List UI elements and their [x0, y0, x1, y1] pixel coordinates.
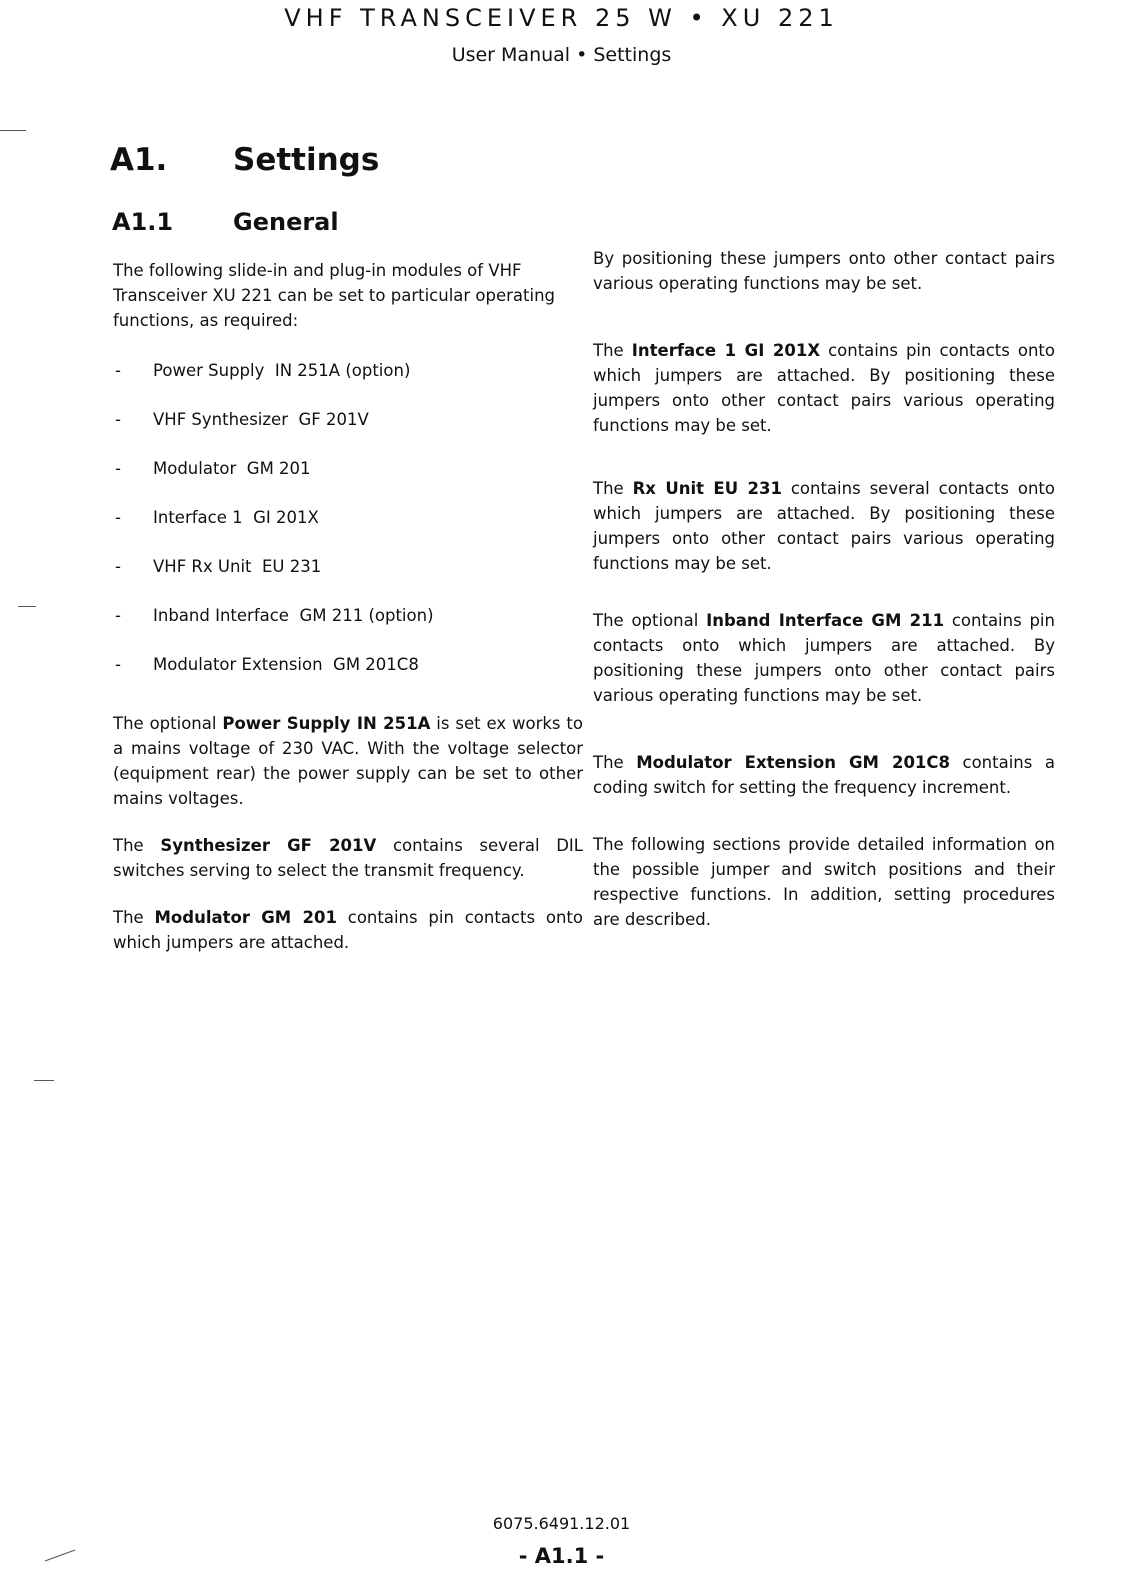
module-name: Power Supply IN 251A (option)	[153, 361, 411, 380]
text-run: contains several contacts onto which jumpers are attached. By positioning these jumpers onto other contact pairs various operating functions may be set.	[593, 479, 1055, 573]
module-name: VHF Rx Unit EU 231	[153, 557, 322, 576]
text-run: The	[593, 753, 637, 772]
left-column	[113, 258, 583, 955]
inband-interface-paragraph	[593, 608, 1055, 708]
text-run: The optional	[593, 611, 707, 630]
bold-term: Interface 1 GI 201X	[631, 341, 821, 360]
document-header-title: VHF TRANSCEIVER 25 W • XU 221	[284, 4, 839, 32]
module-name: Modulator Extension GM 201C8	[153, 655, 419, 674]
text-run: The	[113, 908, 155, 927]
text-run: The	[113, 836, 161, 855]
text-run: The	[593, 341, 632, 360]
text-run: contains pin contacts onto which jumpers are attached. By positioning these jumpers onto other contact pairs various operating functions may be set.	[593, 611, 1055, 705]
section-title: Settings	[233, 142, 380, 178]
list-dash: -	[115, 508, 121, 527]
list-dash: -	[115, 459, 121, 478]
module-name: VHF Synthesizer GF 201V	[153, 410, 369, 429]
subsection-heading	[112, 208, 339, 236]
text-run: The	[593, 479, 633, 498]
list-item	[113, 652, 583, 701]
text-run: contains several DIL switches serving to select the transmit frequency.	[113, 836, 583, 880]
text-run: contains a coding switch for setting the frequency increment.	[593, 753, 1055, 797]
list-dash: -	[115, 655, 121, 674]
page-number: - A1.1 -	[518, 1544, 605, 1568]
section-heading	[110, 142, 379, 178]
list-item	[113, 358, 583, 407]
scan-mark	[0, 130, 26, 131]
list-dash: -	[115, 557, 121, 576]
bold-term: Modulator Extension GM 201C8	[636, 753, 950, 772]
right-column	[593, 246, 1055, 932]
bold-term: Rx Unit EU 231	[632, 479, 782, 498]
text-run: contains pin contacts onto which jumpers are attached. By positioning these jumpers onto other contact pairs various operating functions may be set.	[593, 341, 1055, 435]
modulator-paragraph	[113, 905, 583, 955]
bold-term: Power Supply IN 251A	[222, 714, 431, 733]
bold-term: Synthesizer GF 201V	[160, 836, 377, 855]
scan-mark	[34, 1080, 54, 1081]
text-run: The optional	[113, 714, 223, 733]
power-supply-paragraph	[113, 711, 583, 811]
jumpers-paragraph: By positioning these jumpers onto other contact pairs various operating functions may be set.	[593, 249, 1055, 293]
document-code: 6075.6491.12.01	[492, 1514, 631, 1533]
modulator-extension-paragraph	[593, 750, 1055, 800]
interface-paragraph	[593, 338, 1055, 438]
synthesizer-paragraph	[113, 833, 583, 883]
bold-term: Modulator GM 201	[154, 908, 337, 927]
text-run: is set ex works to a mains voltage of 230 VAC. With the voltage selector (equipment rear) the power supply can be set to other mains voltages.	[113, 714, 583, 808]
rx-unit-paragraph	[593, 476, 1055, 576]
list-item	[113, 505, 583, 554]
intro-paragraph: The following slide-in and plug-in modules of VHF Transceiver XU 221 can be set to particular operating functions, as required:	[113, 261, 556, 330]
subsection-number: A1.1	[112, 208, 174, 236]
list-item	[113, 603, 583, 652]
section-number: A1.	[110, 142, 168, 178]
following-sections-paragraph: The following sections provide detailed information on the possible jumper and switch positions and their respective functions. In addition, setting procedures are described.	[593, 835, 1055, 929]
scan-mark	[18, 606, 36, 607]
module-name: Interface 1 GI 201X	[153, 508, 319, 527]
document-header-subtitle: User Manual • Settings	[451, 44, 672, 66]
subsection-title: General	[233, 208, 339, 236]
list-dash: -	[115, 410, 121, 429]
module-list	[113, 358, 583, 701]
list-item	[113, 407, 583, 456]
list-dash: -	[115, 361, 121, 380]
list-item	[113, 456, 583, 505]
bold-term: Inband Interface GM 211	[706, 611, 945, 630]
list-item	[113, 554, 583, 603]
list-dash: -	[115, 606, 121, 625]
module-name: Inband Interface GM 211 (option)	[153, 606, 434, 625]
module-name: Modulator GM 201	[153, 459, 311, 478]
text-run: contains pin contacts onto which jumpers are attached.	[113, 908, 583, 952]
